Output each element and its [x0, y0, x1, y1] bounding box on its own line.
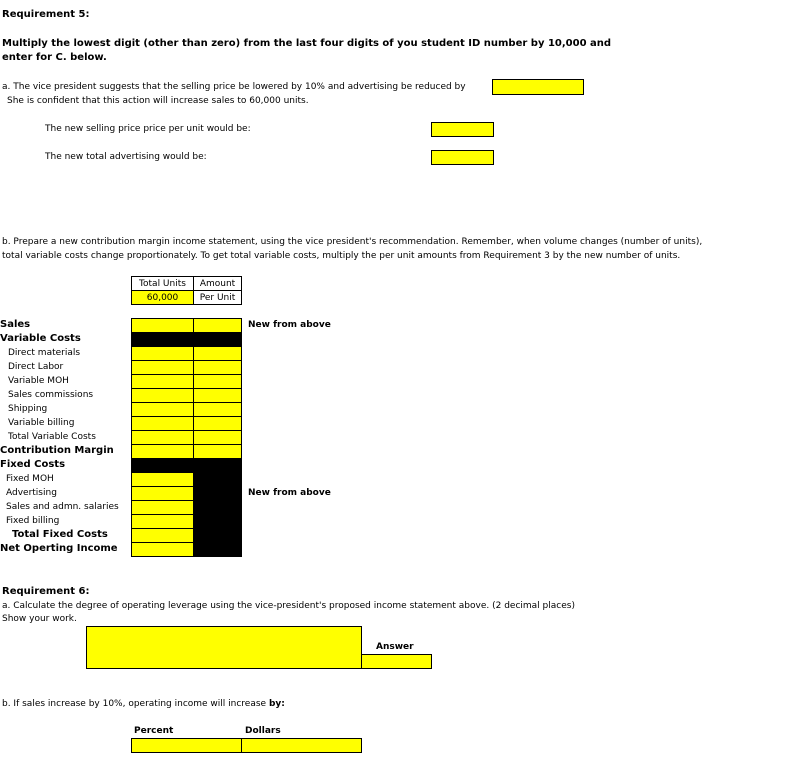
statement-total-cell[interactable] [131, 514, 194, 529]
new-price-input[interactable] [431, 122, 494, 137]
req5-instruction-line1: Multiply the lowest digit (other than zero) from the last four digits of you student ID number by 10,000 and [2, 38, 612, 49]
statement-total-cell[interactable] [131, 318, 194, 333]
statement-row-label: Direct Labor [8, 362, 64, 372]
req6-b-prefix: b. If sales increase by 10%, operating income will increase [2, 699, 269, 709]
req5-b-line1: b. Prepare a new contribution margin income statement, using the vice president's recommendation. Remember, when volume changes (number of units), [2, 237, 703, 247]
dollars-input[interactable] [241, 738, 362, 753]
note-advertising: New from above [248, 488, 331, 498]
statement-per-unit-cell[interactable] [193, 360, 242, 375]
req5-instruction-line2: enter for C. below. [2, 52, 107, 63]
statement-total-cell[interactable] [131, 402, 194, 417]
statement-blocked-cell [193, 486, 242, 501]
statement-total-cell[interactable] [131, 528, 194, 543]
statement-blocked-cell [193, 528, 242, 543]
statement-row-label: Fixed Costs [0, 459, 66, 470]
req5-a-line1: a. The vice president suggests that the selling price be lowered by 10% and advertising be reduced by [2, 82, 466, 92]
per-unit-header: Per Unit [193, 290, 242, 305]
statement-row-label: Variable billing [8, 418, 75, 428]
statement-per-unit-cell[interactable] [193, 318, 242, 333]
work-area-input[interactable] [86, 626, 362, 669]
percent-label: Percent [134, 726, 174, 736]
statement-total-cell[interactable] [131, 360, 194, 375]
statement-row-label: Net Operting Income [0, 543, 118, 554]
statement-total-cell[interactable] [131, 486, 194, 501]
statement-total-cell[interactable] [131, 346, 194, 361]
req6-title: Requirement 6: [2, 586, 90, 597]
total-units-value: 60,000 [131, 290, 194, 305]
percent-input[interactable] [131, 738, 242, 753]
req5-title: Requirement 5: [2, 9, 90, 20]
note-sales: New from above [248, 320, 331, 330]
new-price-label: The new selling price price per unit would be: [45, 124, 251, 134]
statement-row-label: Total Fixed Costs [12, 529, 108, 540]
req6-a-line1: a. Calculate the degree of operating leverage using the vice-president's proposed income statement above. (2 decimal places) [2, 601, 575, 611]
statement-total-cell[interactable] [131, 542, 194, 557]
amount-header: Amount [193, 276, 242, 291]
statement-row-label: Shipping [8, 404, 48, 414]
statement-blocked-cell [193, 500, 242, 515]
statement-per-unit-cell[interactable] [193, 430, 242, 445]
statement-per-unit-cell[interactable] [193, 402, 242, 417]
statement-row-label: Contribution Margin [0, 445, 114, 456]
statement-row-label: Variable Costs [0, 333, 81, 344]
answer-input[interactable] [361, 654, 432, 669]
statement-row-label: Direct materials [8, 348, 81, 358]
req5-a-line2: She is confident that this action will increase sales to 60,000 units. [7, 96, 309, 106]
statement-blocked-cell [193, 514, 242, 529]
statement-blocked-cell [131, 332, 194, 347]
advertising-reduction-input[interactable] [492, 79, 584, 95]
statement-row-label: Sales and admn. salaries [6, 502, 119, 512]
statement-row-label: Sales commissions [8, 390, 94, 400]
req6-b-bold: by: [268, 699, 285, 709]
statement-blocked-cell [193, 458, 242, 473]
answer-label: Answer [376, 642, 414, 652]
statement-per-unit-cell[interactable] [193, 416, 242, 431]
statement-row-label: Fixed MOH [6, 474, 54, 484]
statement-total-cell[interactable] [131, 388, 194, 403]
new-advertising-label: The new total advertising would be: [45, 152, 207, 162]
dollars-label: Dollars [245, 726, 281, 736]
req6-b-line [2, 698, 285, 710]
statement-blocked-cell [193, 542, 242, 557]
statement-row-label: Fixed billing [6, 516, 60, 526]
statement-per-unit-cell[interactable] [193, 346, 242, 361]
new-advertising-input[interactable] [431, 150, 494, 165]
statement-total-cell[interactable] [131, 444, 194, 459]
statement-total-cell[interactable] [131, 472, 194, 487]
statement-row-label: Total Variable Costs [8, 432, 96, 442]
statement-blocked-cell [131, 458, 194, 473]
statement-row-label: Variable MOH [8, 376, 69, 386]
statement-per-unit-cell[interactable] [193, 388, 242, 403]
req5-b-line2: total variable costs change proportionately. To get total variable costs, multiply the per unit amounts from Requirement 3 by the new number of units. [2, 251, 681, 261]
statement-row-label: Advertising [6, 488, 57, 498]
statement-row-label: Sales [0, 319, 31, 330]
statement-total-cell[interactable] [131, 430, 194, 445]
req6-a-line2: Show your work. [2, 614, 77, 624]
statement-total-cell[interactable] [131, 416, 194, 431]
statement-total-cell[interactable] [131, 500, 194, 515]
statement-per-unit-cell[interactable] [193, 374, 242, 389]
statement-blocked-cell [193, 332, 242, 347]
total-units-header: Total Units [131, 276, 194, 291]
statement-blocked-cell [193, 472, 242, 487]
statement-total-cell[interactable] [131, 374, 194, 389]
statement-per-unit-cell[interactable] [193, 444, 242, 459]
